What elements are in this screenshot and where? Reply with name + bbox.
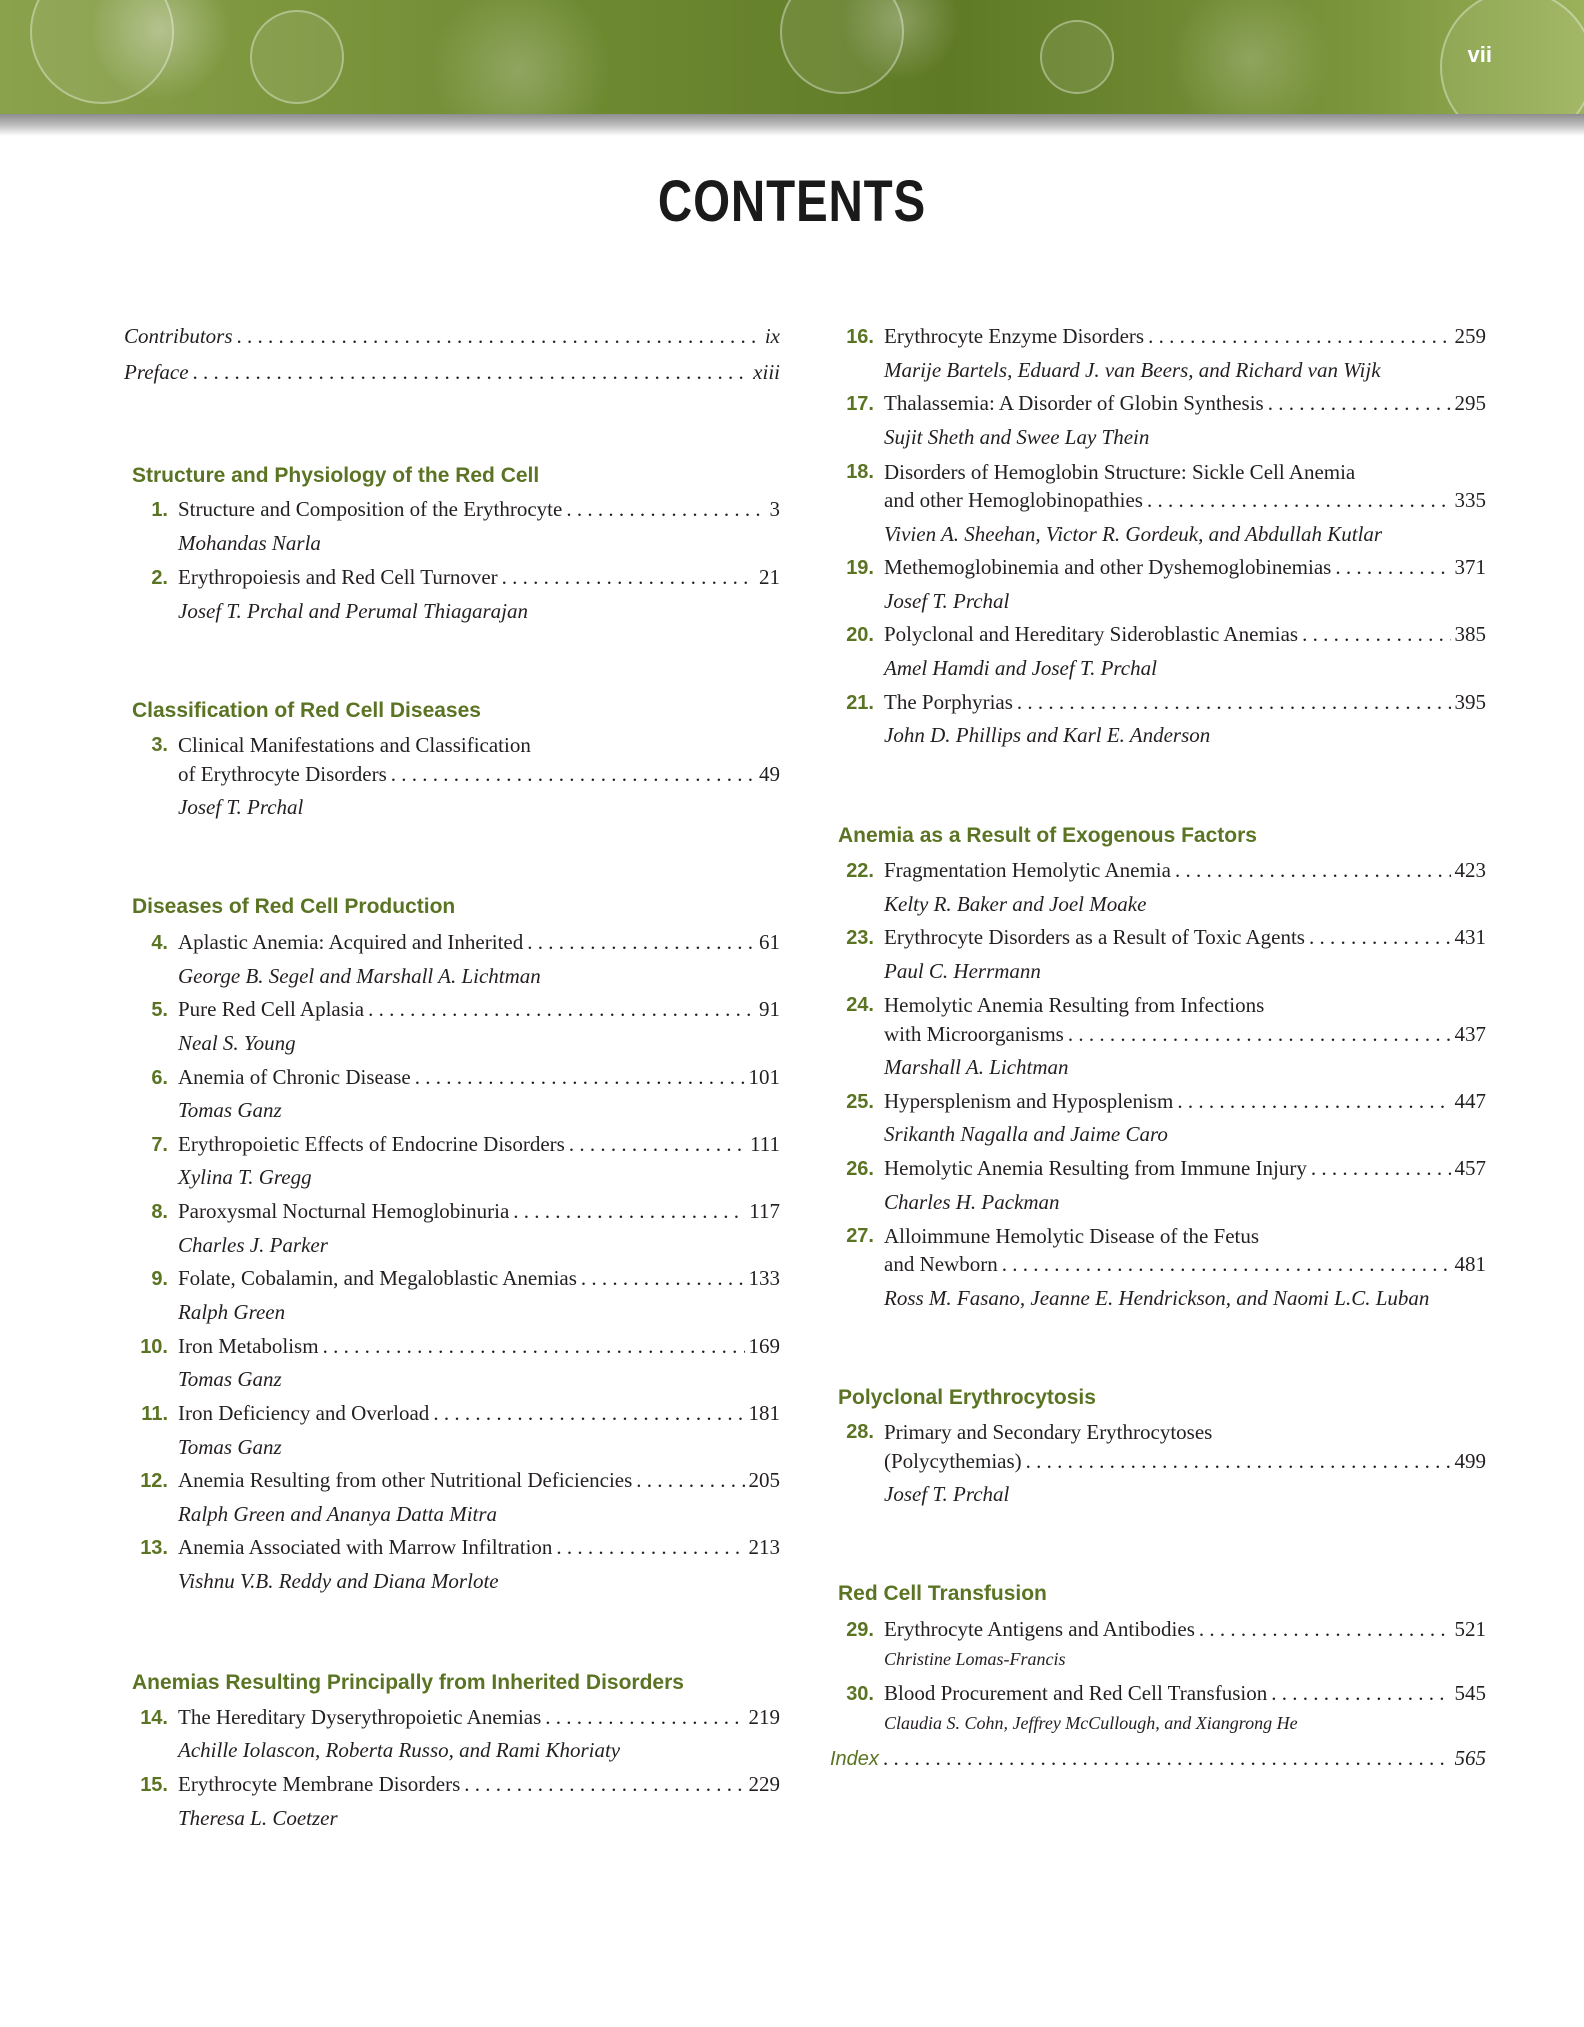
chapter-authors: Sujit Sheth and Swee Lay Thein — [884, 425, 1150, 449]
chapter-authors: Neal S. Young — [178, 1031, 296, 1055]
leader-dots — [566, 493, 765, 525]
page-number: vii — [1467, 42, 1492, 67]
entry-title: Hemolytic Anemia Resulting from Immune Injury — [884, 1156, 1307, 1180]
entry-title: Aplastic Anemia: Acquired and Inherited — [178, 930, 524, 954]
entry-title: Hemolytic Anemia Resulting from Infections — [884, 993, 1265, 1017]
toc-entry-chapter-2[interactable] — [124, 561, 780, 593]
entry-title: Fragmentation Hemolytic Anemia — [884, 858, 1171, 882]
toc-entry-chapter-16[interactable] — [830, 320, 1486, 352]
toc-entry-contributors[interactable] — [124, 320, 780, 352]
leader-dots — [1017, 686, 1451, 718]
entry-page: 423 — [1454, 858, 1486, 882]
chapter-number: 26. — [846, 1158, 874, 1180]
entry-title: Erythropoietic Effects of Endocrine Disorders — [178, 1132, 565, 1156]
chapter-authors: Ralph Green and Ananya Datta Mitra — [178, 1502, 498, 1526]
toc-entry-chapter-4[interactable] — [124, 926, 780, 958]
toc-entry-chapter-7[interactable] — [124, 1128, 780, 1160]
leader-dots — [1309, 921, 1451, 953]
entry-title: Preface — [124, 360, 189, 384]
chapter-authors: Ross M. Fasano, Jeanne E. Hendrickson, and Naomi L.C. Luban — [884, 1286, 1430, 1310]
entry-title: Index — [830, 1748, 879, 1770]
toc-entry-chapter-18[interactable] — [884, 484, 1486, 516]
section-heading: Anemias Resulting Principally from Inherited Disorders — [132, 1671, 684, 1694]
chapter-number: 11. — [141, 1403, 168, 1425]
chapter-number: 12. — [140, 1470, 168, 1492]
chapter-number: 13. — [140, 1537, 168, 1559]
leader-dots — [1148, 320, 1450, 352]
leader-dots — [1002, 1248, 1451, 1280]
leader-dots — [883, 1742, 1451, 1774]
chapter-authors: Kelty R. Baker and Joel Moake — [884, 892, 1147, 916]
entry-title: Pure Red Cell Aplasia — [178, 997, 365, 1021]
entry-page: 91 — [759, 997, 780, 1021]
entry-page: 101 — [748, 1065, 780, 1089]
chapter-authors: Mohandas Narla — [178, 531, 321, 555]
entry-page: 49 — [759, 762, 780, 786]
chapter-number: 30. — [846, 1683, 874, 1705]
entry-page: 61 — [759, 930, 780, 954]
chapter-authors: Vivien A. Sheehan, Victor R. Gordeuk, and Abdullah Kutlar — [884, 522, 1383, 546]
entry-page: 437 — [1454, 1022, 1486, 1046]
toc-entry-chapter-18-line1[interactable] — [846, 458, 1486, 486]
toc-entry-chapter-11[interactable] — [124, 1397, 780, 1429]
entry-title: Blood Procurement and Red Cell Transfusion — [884, 1681, 1268, 1705]
chapter-number: 17. — [846, 393, 874, 415]
chapter-authors: Claudia S. Cohn, Jeffrey McCullough, and Xiangrong He — [884, 1713, 1298, 1733]
entry-title-continued: and other Hemoglobinopathies — [884, 488, 1143, 512]
chapter-authors: Srikanth Nagalla and Jaime Caro — [884, 1122, 1168, 1146]
section-heading: Diseases of Red Cell Production — [132, 895, 456, 918]
leader-dots — [464, 1768, 744, 1800]
toc-entry-chapter-13[interactable] — [124, 1531, 780, 1563]
chapter-number: 18. — [846, 461, 874, 483]
toc-entry-chapter-6[interactable] — [124, 1061, 780, 1093]
leader-dots — [368, 993, 755, 1025]
entry-page: 545 — [1454, 1681, 1486, 1705]
leader-dots — [502, 561, 755, 593]
toc-entry-chapter-10[interactable] — [124, 1330, 780, 1362]
section-heading: Anemia as a Result of Exogenous Factors — [838, 824, 1257, 847]
entry-title: Anemia Resulting from other Nutritional Deficiencies — [178, 1468, 633, 1492]
chapter-number: 4. — [151, 932, 168, 954]
entry-title: Paroxysmal Nocturnal Hemoglobinuria — [178, 1199, 510, 1223]
entry-title: Disorders of Hemoglobin Structure: Sickle Cell Anemia — [884, 460, 1356, 484]
chapter-authors: George B. Segel and Marshall A. Lichtman — [178, 964, 541, 988]
chapter-number: 28. — [846, 1421, 874, 1443]
entry-title: Structure and Composition of the Erythrocyte — [178, 497, 563, 521]
toc-entry-chapter-1[interactable] — [124, 493, 780, 525]
chapter-authors: John D. Phillips and Karl E. Anderson — [884, 723, 1211, 747]
leader-dots — [1026, 1445, 1451, 1477]
entry-title: Erythrocyte Enzyme Disorders — [884, 324, 1145, 348]
toc-entry-chapter-23[interactable] — [830, 921, 1486, 953]
toc-entry-chapter-20[interactable] — [830, 618, 1486, 650]
toc-entry-preface[interactable] — [124, 356, 780, 388]
entry-page: ix — [764, 324, 780, 348]
entry-title: The Hereditary Dyserythropoietic Anemias — [178, 1705, 542, 1729]
toc-entry-chapter-30[interactable] — [830, 1677, 1486, 1709]
leader-dots — [513, 1195, 745, 1227]
chapter-number: 23. — [846, 927, 874, 949]
leader-dots — [1311, 1152, 1451, 1184]
toc-entry-chapter-24[interactable] — [884, 1018, 1486, 1050]
entry-title: Erythropoiesis and Red Cell Turnover — [178, 565, 498, 589]
entry-title: Folate, Cobalamin, and Megaloblastic Anemias — [178, 1266, 577, 1290]
entry-title: Erythrocyte Antigens and Antibodies — [884, 1617, 1195, 1641]
entry-page: 111 — [750, 1132, 780, 1156]
leader-dots — [1302, 618, 1450, 650]
bubble-decoration — [250, 10, 344, 104]
entry-title-continued: with Microorganisms — [884, 1022, 1064, 1046]
section-heading: Polyclonal Erythrocytosis — [838, 1386, 1096, 1409]
chapter-authors: Marshall A. Lichtman — [884, 1055, 1069, 1079]
toc-entry-chapter-17[interactable] — [830, 387, 1486, 419]
toc-entry-chapter-24-line1[interactable] — [846, 991, 1486, 1019]
chapter-number: 29. — [846, 1619, 874, 1641]
banner-shadow — [0, 114, 1584, 136]
entry-title: Erythrocyte Disorders as a Result of Toxic Agents — [884, 925, 1305, 949]
chapter-authors: Vishnu V.B. Reddy and Diana Morlote — [178, 1569, 499, 1593]
leader-dots — [1199, 1613, 1451, 1645]
entry-page: 229 — [748, 1772, 780, 1796]
chapter-authors: Tomas Ganz — [178, 1435, 282, 1459]
toc-entry-chapter-3[interactable] — [178, 758, 780, 790]
entry-title-continued: (Polycythemias) — [884, 1449, 1022, 1473]
chapter-number: 20. — [846, 624, 874, 646]
entry-title: Clinical Manifestations and Classification — [178, 733, 531, 757]
chapter-authors: Paul C. Herrmann — [884, 959, 1041, 983]
entry-page: 385 — [1454, 622, 1486, 646]
chapter-number: 24. — [846, 994, 874, 1016]
entry-title: Iron Metabolism — [178, 1334, 319, 1358]
chapter-authors: Xylina T. Gregg — [178, 1165, 312, 1189]
section-heading: Structure and Physiology of the Red Cell — [132, 464, 540, 487]
toc-entry-chapter-19[interactable] — [830, 551, 1486, 583]
entry-title-continued: and Newborn — [884, 1252, 998, 1276]
chapter-number: 6. — [151, 1067, 168, 1089]
leader-dots — [636, 1464, 744, 1496]
chapter-authors: Josef T. Prchal — [178, 795, 304, 819]
bubble-decoration — [1440, 0, 1584, 114]
leader-dots — [527, 926, 755, 958]
entry-page: 431 — [1454, 925, 1486, 949]
chapter-number: 8. — [151, 1201, 168, 1223]
leader-dots — [556, 1531, 744, 1563]
chapter-authors: Ralph Green — [178, 1300, 286, 1324]
toc-entry-chapter-22[interactable] — [830, 854, 1486, 886]
toc-entry-chapter-28[interactable] — [884, 1445, 1486, 1477]
chapter-number: 1. — [151, 499, 168, 521]
entry-page: 205 — [748, 1468, 780, 1492]
leader-dots — [545, 1701, 744, 1733]
chapter-number: 9. — [151, 1268, 168, 1290]
leader-dots — [1175, 854, 1451, 886]
chapter-number: 14. — [140, 1707, 168, 1729]
chapter-number: 16. — [846, 326, 874, 348]
chapter-number: 5. — [151, 999, 168, 1021]
chapter-number: 7. — [151, 1134, 168, 1156]
toc-entry-chapter-29[interactable] — [830, 1613, 1486, 1645]
entry-page: 21 — [759, 565, 780, 589]
toc-entry-chapter-28-line1[interactable] — [846, 1418, 1486, 1446]
bubble-decoration — [1040, 20, 1114, 94]
chapter-authors: Charles J. Parker — [178, 1233, 328, 1257]
leader-dots — [237, 320, 761, 352]
toc-entry-index[interactable] — [830, 1742, 1486, 1774]
entry-title: Thalassemia: A Disorder of Globin Synthesis — [884, 391, 1264, 415]
entry-page: 295 — [1454, 391, 1486, 415]
toc-entry-chapter-15[interactable] — [124, 1768, 780, 1800]
leader-dots — [433, 1397, 744, 1429]
toc-entry-chapter-25[interactable] — [830, 1085, 1486, 1117]
entry-page: 259 — [1454, 324, 1486, 348]
chapter-authors: Achille Iolascon, Roberta Russo, and Rami Khoriaty — [178, 1738, 621, 1762]
entry-page: 117 — [749, 1199, 780, 1223]
entry-page: 219 — [748, 1705, 780, 1729]
leader-dots — [1147, 484, 1451, 516]
entry-page: xiii — [753, 360, 780, 384]
toc-entry-chapter-3-line1[interactable] — [151, 731, 780, 759]
section-heading: Red Cell Transfusion — [838, 1582, 1047, 1605]
entry-page: 169 — [748, 1334, 780, 1358]
entry-title: Alloimmune Hemolytic Disease of the Fetus — [884, 1224, 1260, 1248]
leader-dots — [1177, 1085, 1450, 1117]
chapter-number: 15. — [140, 1774, 168, 1796]
entry-title: Polyclonal and Hereditary Sideroblastic Anemias — [884, 622, 1299, 646]
chapter-number: 21. — [846, 692, 874, 714]
toc-entry-chapter-8[interactable] — [124, 1195, 780, 1227]
entry-page: 395 — [1454, 690, 1486, 714]
toc-entry-chapter-5[interactable] — [124, 993, 780, 1025]
toc-entry-chapter-14[interactable] — [124, 1701, 780, 1733]
chapter-authors: Marije Bartels, Eduard J. van Beers, and Richard van Wijk — [884, 358, 1381, 382]
entry-title: Anemia of Chronic Disease — [178, 1065, 411, 1089]
entry-page: 213 — [748, 1535, 780, 1559]
entry-title: Methemoglobinemia and other Dyshemoglobinemias — [884, 555, 1332, 579]
chapter-authors: Tomas Ganz — [178, 1098, 282, 1122]
chapter-number: 3. — [151, 734, 168, 756]
toc-entry-chapter-21[interactable] — [830, 686, 1486, 718]
entry-title: The Porphyrias — [884, 690, 1013, 714]
toc-entry-chapter-27[interactable] — [884, 1248, 1486, 1280]
leader-dots — [1271, 1677, 1450, 1709]
bubble-decoration — [780, 0, 904, 94]
leader-dots — [391, 758, 755, 790]
leader-dots — [581, 1262, 745, 1294]
page-title: CONTENTS — [657, 169, 927, 234]
entry-page: 457 — [1454, 1156, 1486, 1180]
leader-dots — [193, 356, 750, 388]
toc-entry-chapter-9[interactable] — [124, 1262, 780, 1294]
entry-page: 521 — [1454, 1617, 1486, 1641]
entry-title: Iron Deficiency and Overload — [178, 1401, 430, 1425]
entry-title: Erythrocyte Membrane Disorders — [178, 1772, 461, 1796]
chapter-authors: Josef T. Prchal — [884, 589, 1010, 613]
toc-entry-chapter-12[interactable] — [124, 1464, 780, 1496]
chapter-number: 10. — [140, 1336, 168, 1358]
leader-dots — [1335, 551, 1450, 583]
chapter-number: 27. — [846, 1225, 874, 1247]
chapter-authors: Josef T. Prchal — [884, 1482, 1010, 1506]
leader-dots — [1268, 387, 1451, 419]
chapter-number: 25. — [846, 1091, 874, 1113]
chapter-number: 19. — [846, 557, 874, 579]
entry-page: 565 — [1454, 1746, 1486, 1770]
entry-page: 133 — [748, 1266, 780, 1290]
header-banner — [0, 0, 1584, 114]
chapter-authors: Charles H. Packman — [884, 1190, 1060, 1214]
entry-page: 481 — [1454, 1252, 1486, 1276]
entry-title: Anemia Associated with Marrow Infiltration — [178, 1535, 553, 1559]
leader-dots — [1068, 1018, 1451, 1050]
toc-entry-chapter-26[interactable] — [830, 1152, 1486, 1184]
leader-dots — [569, 1128, 746, 1160]
leader-dots — [415, 1061, 745, 1093]
chapter-authors: Christine Lomas-Francis — [884, 1649, 1066, 1669]
chapter-number: 2. — [151, 567, 168, 589]
bubble-decoration — [30, 0, 174, 104]
entry-page: 181 — [748, 1401, 780, 1425]
entry-title: Hypersplenism and Hyposplenism — [884, 1089, 1174, 1113]
entry-page: 335 — [1454, 488, 1486, 512]
entry-page: 499 — [1454, 1449, 1486, 1473]
leader-dots — [323, 1330, 745, 1362]
chapter-authors: Josef T. Prchal and Perumal Thiagarajan — [178, 599, 528, 623]
chapter-number: 22. — [846, 860, 874, 882]
section-heading: Classification of Red Cell Diseases — [132, 699, 481, 722]
chapter-authors: Theresa L. Coetzer — [178, 1806, 338, 1830]
entry-page: 447 — [1454, 1089, 1486, 1113]
chapter-authors: Tomas Ganz — [178, 1367, 282, 1391]
entry-page: 3 — [769, 497, 780, 521]
chapter-authors: Amel Hamdi and Josef T. Prchal — [884, 656, 1157, 680]
entry-title: Contributors — [124, 324, 233, 348]
toc-entry-chapter-27-line1[interactable] — [846, 1222, 1486, 1250]
entry-title-continued: of Erythrocyte Disorders — [178, 762, 387, 786]
entry-title: Primary and Secondary Erythrocytoses — [884, 1420, 1213, 1444]
entry-page: 371 — [1454, 555, 1486, 579]
